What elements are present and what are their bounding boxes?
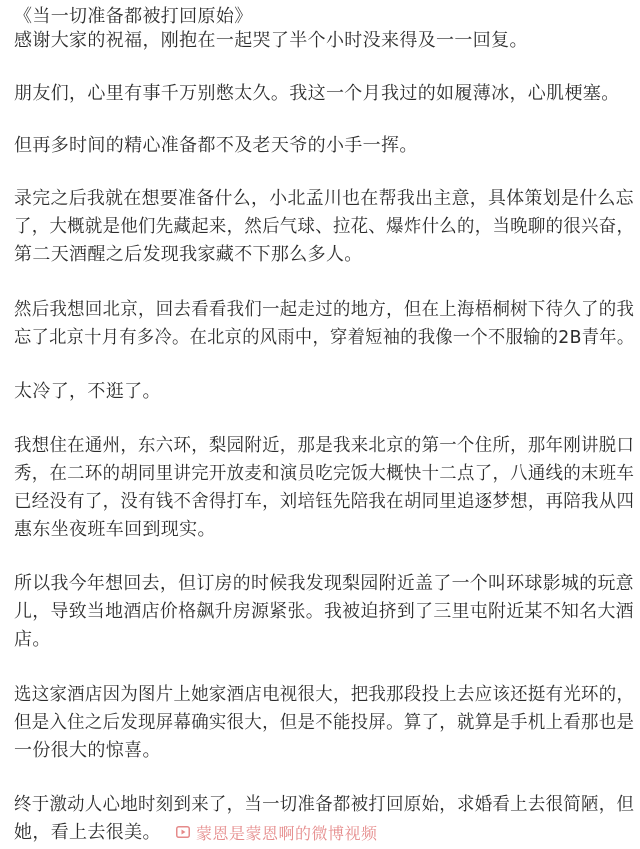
- paragraph-line: 终于激动人心地时刻到来了，当一切准备都被打回原始，求婚看上去很简陋，但: [14, 794, 635, 815]
- paragraph-line: 秀，在二环的胡同里讲完开放麦和演员吃完饭大概快十二点了，八通线的末班车: [14, 463, 635, 484]
- paragraph-line: 第二天酒醒之后发现我家藏不下那么多人。: [14, 244, 363, 265]
- article-title: 《当一切准备都被打回原始》: [14, 6, 253, 27]
- paragraph-line: 录完之后我就在想要准备什么，小北孟川也在帮我出主意，具体策划是什么忘: [14, 188, 634, 209]
- paragraph-line: 但再多时间的精心准备都不及老天爷的小手一挥。: [14, 135, 418, 156]
- paragraph-line: 所以我今年想回去，但订房的时候我发现梨园附近盖了一个叫环球影城的玩意: [14, 573, 634, 594]
- paragraph-line: 太冷了，不逛了。: [14, 381, 161, 402]
- watermark-text: 蒙恩是蒙恩啊的微博视频: [196, 823, 378, 843]
- video-play-icon: [176, 826, 190, 838]
- paragraph-line: 选这家酒店因为图片上她家酒店电视很大，把我那段投上去应该还挺有光环的，: [14, 684, 635, 705]
- paragraph-line: 店。: [14, 629, 51, 650]
- paragraph-line: 她，看上去很美。: [14, 822, 161, 843]
- paragraph-line: 已经没有了，没有钱不舍得打车，刘培钰先陪我在胡同里追逐梦想，再陪我从四: [14, 491, 635, 512]
- paragraph-line: 但是入住之后发现屏幕确实很大，但是不能投屏。算了，就算是手机上看那也是: [14, 712, 635, 733]
- paragraph-line: 我想住在通州，东六环，梨园附近，那是我来北京的第一个住所，那年刚讲脱口: [14, 435, 635, 456]
- paragraph-line: 感谢大家的祝福，刚抱在一起哭了半个小时没来得及一一回复。: [14, 30, 528, 51]
- paragraph-line: 了，大概就是他们先藏起来，然后气球、拉花、爆炸什么的，当晚聊的很兴奋，: [14, 216, 635, 237]
- paragraph-line: 惠东坐夜班车回到现实。: [14, 519, 216, 540]
- paragraph-line: 儿，导致当地酒店价格飙升房源紧张。我被迫挤到了三里屯附近某不知名大酒: [14, 601, 634, 622]
- paragraph-line: 朋友们，心里有事千万别憋太久。我这一个月我过的如履薄冰，心肌梗塞。: [14, 83, 620, 104]
- paragraph-line: 忘了北京十月有多冷。在北京的风雨中，穿着短袖的我像一个不服输的2B青年。: [14, 327, 635, 348]
- paragraph-line: 一份很大的惊喜。: [14, 740, 161, 761]
- video-watermark: [176, 820, 378, 844]
- paragraph-line: 然后我想回北京，回去看看我们一起走过的地方，但在上海梧桐树下待久了的我: [14, 299, 635, 320]
